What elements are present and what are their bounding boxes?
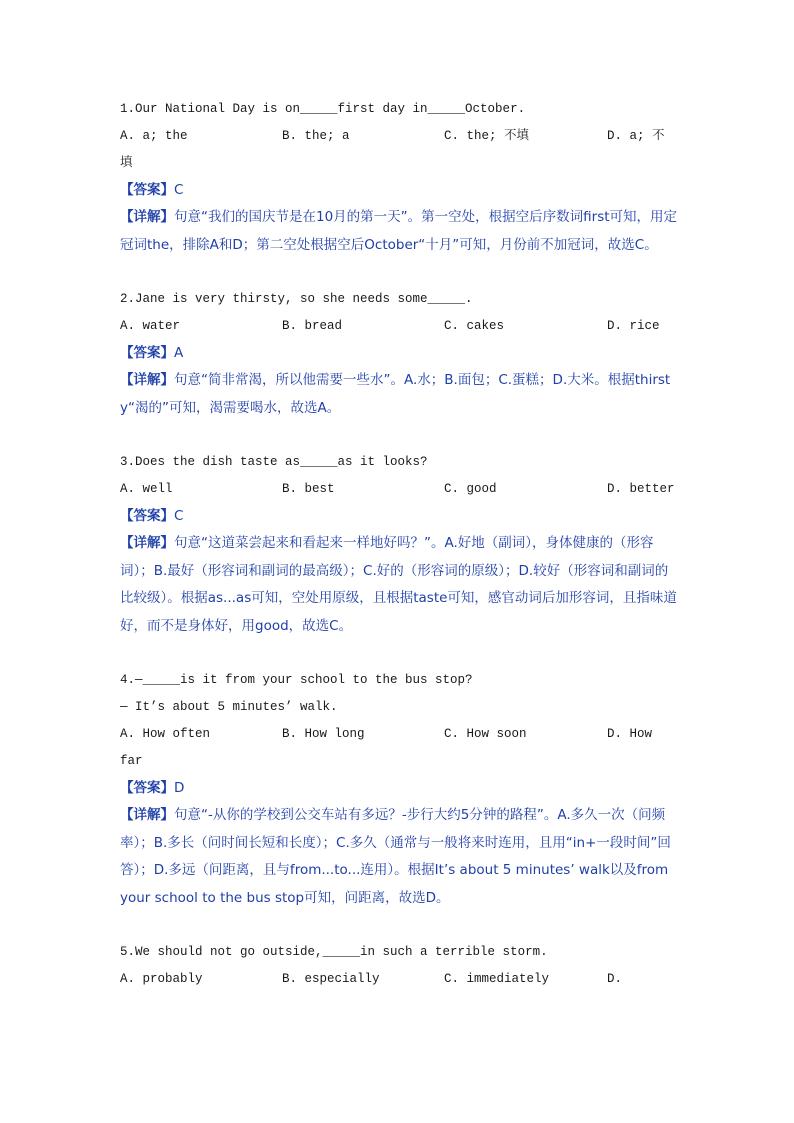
answer-tag: 【答案】 (120, 780, 174, 796)
option-d: D. (607, 972, 623, 986)
question-5-stem: 5.We should not go outside,_____in such a terrible storm. (120, 945, 548, 959)
question-1-stem: 1.Our National Day is on_____first day in_____October. (120, 102, 526, 116)
option-a: A. How often (120, 727, 211, 741)
option-a: A. well (120, 482, 173, 496)
detail-text: 句意“-从你的学校到公交车站有多远？-步行大约5分钟的路程”。A.多久一次（问频率）；B.多长（问时间长短和长度）；C.多久（通常与一般将来时连用，且用“in+一段时间”回答）；D.多远（问距离，且与from...to...连用）。根据It’s about 5 minutes’ walk以及from your school to the bus stop可知，问距离，故选D。 (120, 807, 671, 906)
detail-3 (120, 530, 680, 640)
option-c: C. the; 不填 (444, 129, 530, 143)
option-a: A. a; the (120, 129, 188, 143)
answer-tag: 【答案】 (120, 182, 174, 198)
answer-value: A (174, 345, 184, 361)
option-d: D. better (607, 482, 675, 496)
question-1-options (120, 123, 680, 150)
detail-text: 句意“简非常渴，所以他需要一些水”。A.水；B.面包；C.蛋糕；D.大米。根据thirsty“渴的”可知，渴需要喝水，故选A。 (120, 372, 671, 416)
option-b: B. especially (282, 972, 380, 986)
answer-3 (120, 503, 680, 530)
option-d: D. a; 不 (607, 129, 665, 143)
worksheet (120, 96, 680, 993)
option-d: D. rice (607, 319, 660, 333)
detail-2 (120, 367, 680, 422)
option-d-wrap: far (120, 754, 143, 768)
option-b: B. best (282, 482, 335, 496)
answer-1 (120, 177, 680, 204)
detail-1 (120, 204, 680, 259)
option-a: A. probably (120, 972, 203, 986)
option-c: C. cakes (444, 319, 505, 333)
answer-value: D (174, 780, 185, 796)
detail-4 (120, 802, 680, 912)
option-d: D. How (607, 727, 653, 741)
detail-text: 句意“这道菜尝起来和看起来一样地好吗？”。A.好地（副词），身体健康的（形容词）；B.最好（形容词和副词的最高级）；C.好的（形容词的原级）；D.较好（形容词和副词的比较级）。根据as...as可知，空处用原级，且根据taste可知，感官动词后加形容词，且指味道好，而不是身体好，用good，故选C。 (120, 535, 677, 634)
question-2-options (120, 313, 680, 340)
option-c: C. immediately (444, 972, 550, 986)
option-d-wrap: 填 (120, 156, 133, 170)
option-c: C. good (444, 482, 497, 496)
option-b: B. bread (282, 319, 343, 333)
question-3-stem: 3.Does the dish taste as_____as it looks? (120, 455, 428, 469)
question-4-reply: — It’s about 5 minutes’ walk. (120, 700, 338, 714)
question-3-options (120, 476, 680, 503)
option-b: B. How long (282, 727, 365, 741)
answer-tag: 【答案】 (120, 508, 174, 524)
answer-2 (120, 340, 680, 367)
option-b: B. the; a (282, 129, 350, 143)
detail-tag: 【详解】 (120, 535, 174, 551)
question-5-options (120, 966, 680, 993)
answer-value: C (174, 182, 184, 198)
detail-tag: 【详解】 (120, 807, 174, 823)
option-a: A. water (120, 319, 181, 333)
question-2-stem: 2.Jane is very thirsty, so she needs some_____. (120, 292, 473, 306)
answer-value: C (174, 508, 184, 524)
answer-4 (120, 775, 680, 802)
detail-tag: 【详解】 (120, 372, 174, 388)
answer-tag: 【答案】 (120, 345, 174, 361)
question-4-stem: 4.—_____is it from your school to the bus stop? (120, 673, 473, 687)
detail-text: 句意“我们的国庆节是在10月的第一天”。第一空处，根据空后序数词first可知，用定冠词the，排除A和D；第二空处根据空后October“十月”可知，月份前不加冠词，故选C。 (120, 209, 678, 253)
question-4-options (120, 721, 680, 748)
option-c: C. How soon (444, 727, 527, 741)
detail-tag: 【详解】 (120, 209, 174, 225)
